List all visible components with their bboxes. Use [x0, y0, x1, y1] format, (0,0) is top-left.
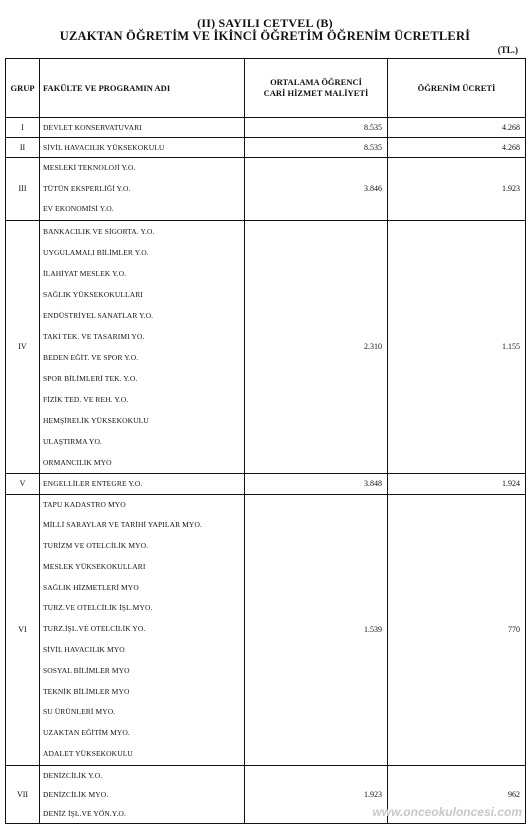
header-ortalama-maliyet: [245, 59, 388, 118]
program-name: DENİZ İŞL.VE YÖN.Y.O.: [43, 808, 126, 818]
ucret-cell: 1.923: [388, 158, 526, 221]
program-name: MESLEK YÜKSEKOKULLARI: [43, 561, 146, 571]
table-row: [6, 473, 526, 494]
maliyet-cell: 3.846: [245, 158, 388, 221]
program-list-cell: [40, 138, 245, 158]
table-row: [6, 138, 526, 158]
table-row: [6, 118, 526, 138]
table-row: [6, 220, 526, 473]
table-row: [6, 158, 526, 221]
program-list-cell: [40, 494, 245, 765]
program-name: SİVİL HAVACILIK YÜKSEKOKULU: [43, 143, 165, 152]
header-ogrenim-ucreti: ÖĞRENİM ÜCRETİ: [388, 59, 526, 118]
watermark: www.onceokuloncesi.com: [372, 805, 522, 819]
program-list-cell: [40, 220, 245, 473]
program-name: SİVİL HAVACILIK MYO: [43, 645, 125, 655]
program-name: UYGULAMALI BİLİMLER Y.O.: [43, 247, 149, 257]
program-name: MİLLİ SARAYLAR VE TARİHİ YAPILAR MYO.: [43, 520, 202, 530]
program-name: HEMŞİRELİK YÜKSEKOKULU: [43, 415, 149, 425]
program-name: DENİZCİLİK MYO.: [43, 789, 109, 799]
table-body: [6, 118, 526, 824]
maliyet-cell: 3.848: [245, 473, 388, 494]
program-name: TÜTÜN EKSPERLİĞİ Y.O.: [43, 183, 131, 193]
program-name: ENDÜSTRİYEL SANATLAR Y.O.: [43, 310, 154, 320]
program-name: TEKNİK BİLİMLER MYO: [43, 686, 130, 696]
ucret-cell: 770: [388, 494, 526, 765]
maliyet-cell: 1.923: [245, 765, 388, 823]
maliyet-cell: 8.535: [245, 138, 388, 158]
header-fakulte: FAKÜLTE VE PROGRAMIN ADI: [40, 59, 245, 118]
program-name: TAKI TEK. VE TASARIMI YO.: [43, 331, 145, 341]
ucret-cell: 4.268: [388, 118, 526, 138]
grup-cell: V: [6, 473, 40, 494]
program-name: SAĞLIK HİZMETLERİ MYO: [43, 582, 139, 592]
program-name: ORMANCILIK MYO: [43, 457, 112, 467]
program-name: MESLEKİ TEKNOLOJİ Y.O.: [43, 163, 136, 172]
program-list-cell: [40, 765, 245, 823]
program-name: UZAKTAN EĞİTİM MYO.: [43, 728, 130, 738]
program-name: ULAŞTIRMA YO.: [43, 436, 102, 446]
program-list-cell: [40, 118, 245, 138]
grup-cell: VII: [6, 765, 40, 823]
program-list-cell: [40, 158, 245, 221]
ucret-cell: 4.268: [388, 138, 526, 158]
program-name: TURİZM VE OTELCİLİK MYO.: [43, 541, 149, 551]
program-name: EV EKONOMİSİ Y.O.: [43, 204, 114, 213]
fee-table: [5, 58, 526, 824]
program-name: TURZ.İŞL.VE OTELCİLİK YO.: [43, 624, 146, 634]
program-name: ADALET YÜKSEKOKULU: [43, 749, 133, 759]
header-ortalama-line1: ORTALAMA ÖĞRENCİ: [270, 77, 362, 87]
grup-cell: IV: [6, 220, 40, 473]
grup-cell: III: [6, 158, 40, 221]
document-title: (II) SAYILI CETVEL (B): [197, 16, 333, 30]
table-row: [6, 494, 526, 765]
program-name: ENGELLİLER ENTEGRE Y.O.: [43, 478, 143, 488]
header-grup: GRUP: [6, 59, 40, 118]
program-name: DENİZCİLİK Y.O.: [43, 770, 103, 780]
maliyet-cell: 1.539: [245, 494, 388, 765]
header-ortalama-line2: CARİ HİZMET MALİYETİ: [263, 88, 369, 98]
program-name: SAĞLIK YÜKSEKOKULLARI: [43, 289, 143, 299]
document-subtitle: UZAKTAN ÖĞRETİM VE İKİNCİ ÖĞRETİM ÖĞRENİM ÜCRETLERİ: [59, 29, 471, 43]
table-header-row: [6, 59, 526, 118]
grup-cell: II: [6, 138, 40, 158]
program-name: İLAHİYAT MESLEK Y.O.: [43, 268, 127, 278]
program-name: FİZİK TED. VE REH. Y.O.: [43, 394, 129, 404]
program-name: TAPU KADASTRO MYO: [43, 499, 126, 509]
program-name: DEVLET KONSERVATUVARI: [43, 123, 142, 132]
program-name: SU ÜRÜNLERİ MYO.: [43, 707, 116, 717]
maliyet-cell: 2.310: [245, 220, 388, 473]
grup-cell: I: [6, 118, 40, 138]
program-name: BANKACILIK VE SİGORTA. Y.O.: [43, 226, 155, 236]
maliyet-cell: 8.535: [245, 118, 388, 138]
program-name: SOSYAL BİLİMLER MYO: [43, 665, 130, 675]
ucret-cell: 962: [388, 765, 526, 823]
ucret-cell: 1.155: [388, 220, 526, 473]
grup-cell: VI: [6, 494, 40, 765]
program-name: SPOR BİLİMLERİ TEK. Y.O.: [43, 373, 138, 383]
program-list-cell: [40, 473, 245, 494]
currency-unit: (TL.): [497, 45, 518, 55]
program-name: BEDEN EĞİT. VE SPOR Y.O.: [43, 352, 139, 362]
program-name: TURZ.VE OTELCİLİK İŞL.MYO.: [43, 603, 153, 613]
ucret-cell: 1.924: [388, 473, 526, 494]
